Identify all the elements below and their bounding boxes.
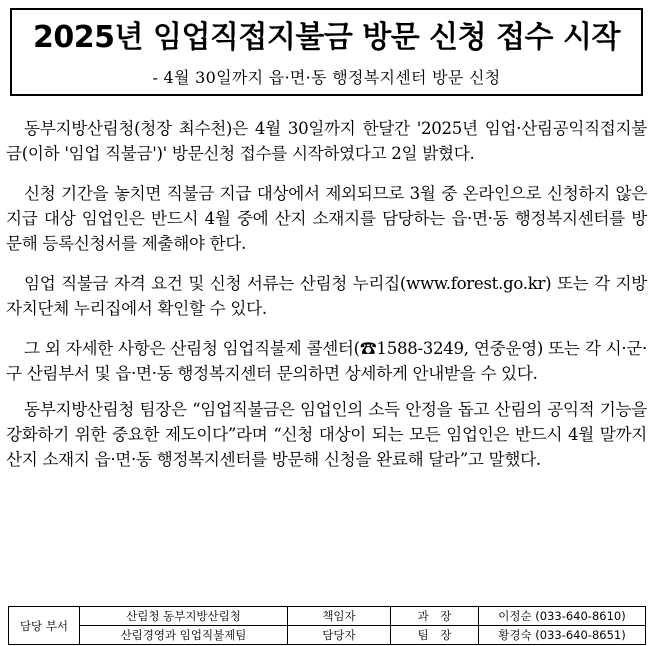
contact-cell: 황경숙 (033-640-8651)	[479, 626, 646, 645]
role-cell: 책임자	[288, 607, 391, 626]
dept-label: 담당 부서	[9, 607, 80, 645]
dept-team: 산림경영과 임업직불제팀	[80, 626, 288, 645]
title-box	[10, 8, 643, 96]
contact-row	[9, 607, 646, 626]
position-cell: 팀 장	[391, 626, 479, 645]
paragraph-2: 신청 기간을 놓치면 직불금 지급 대상에서 제외되므로 3월 중 온라인으로 신청하지 않은 지급 대상 임업인은 반드시 4월 중에 산지 소재지를 담당하는 읍·면·동 행정복지센터를 방문해 등록신청서를 제출해야 한다.	[6, 184, 647, 253]
contact-cell: 이정순 (033-640-8610)	[479, 607, 646, 626]
role-cell: 담당자	[288, 626, 391, 645]
contact-row	[9, 626, 646, 645]
position-cell: 과 장	[391, 607, 479, 626]
paragraph-5: 동부지방산림청 팀장은 “임업직불금은 임업인의 소득 안정을 돕고 산림의 공익적 기능을 강화하기 위한 중요한 제도이다”라며 “신청 대상이 되는 모든 임업인은 반드시 4월 말까지 산지 소재지 읍·면·동 행정복지센터를 방문해 신청을 완료해 달라”고 말했다.	[6, 400, 647, 469]
paragraph-1: 동부지방산림청(청장 최수천)은 4월 30일까지 한달간 '2025년 임업·산림공익직접지불금(이하 '임업 직불금')' 방문신청 접수를 시작하였다고 2일 밝혔다.	[6, 119, 647, 163]
dept-org: 산림청 동부지방산림청	[80, 607, 288, 626]
paragraph-4: 그 외 자세한 사항은 산림청 임업직불제 콜센터(☎1588-3249, 연중운영) 또는 각 시·군·구 산림부서 및 읍·면·동 행정복지센터 문의하면 상세하게 안내받을 수 있다.	[6, 339, 647, 383]
page-subtitle: - 4월 30일까지 읍·면·동 행정복지센터 방문 신청	[152, 68, 501, 87]
page-title: 2025년 임업직접지불금 방문 신청 접수 시작	[33, 20, 620, 55]
contact-table	[8, 606, 646, 645]
article-body	[6, 116, 647, 487]
paragraph-3: 임업 직불금 자격 요건 및 신청 서류는 산림청 누리집(www.forest.go.kr) 또는 각 지방자치단체 누리집에서 확인할 수 있다.	[6, 274, 647, 318]
